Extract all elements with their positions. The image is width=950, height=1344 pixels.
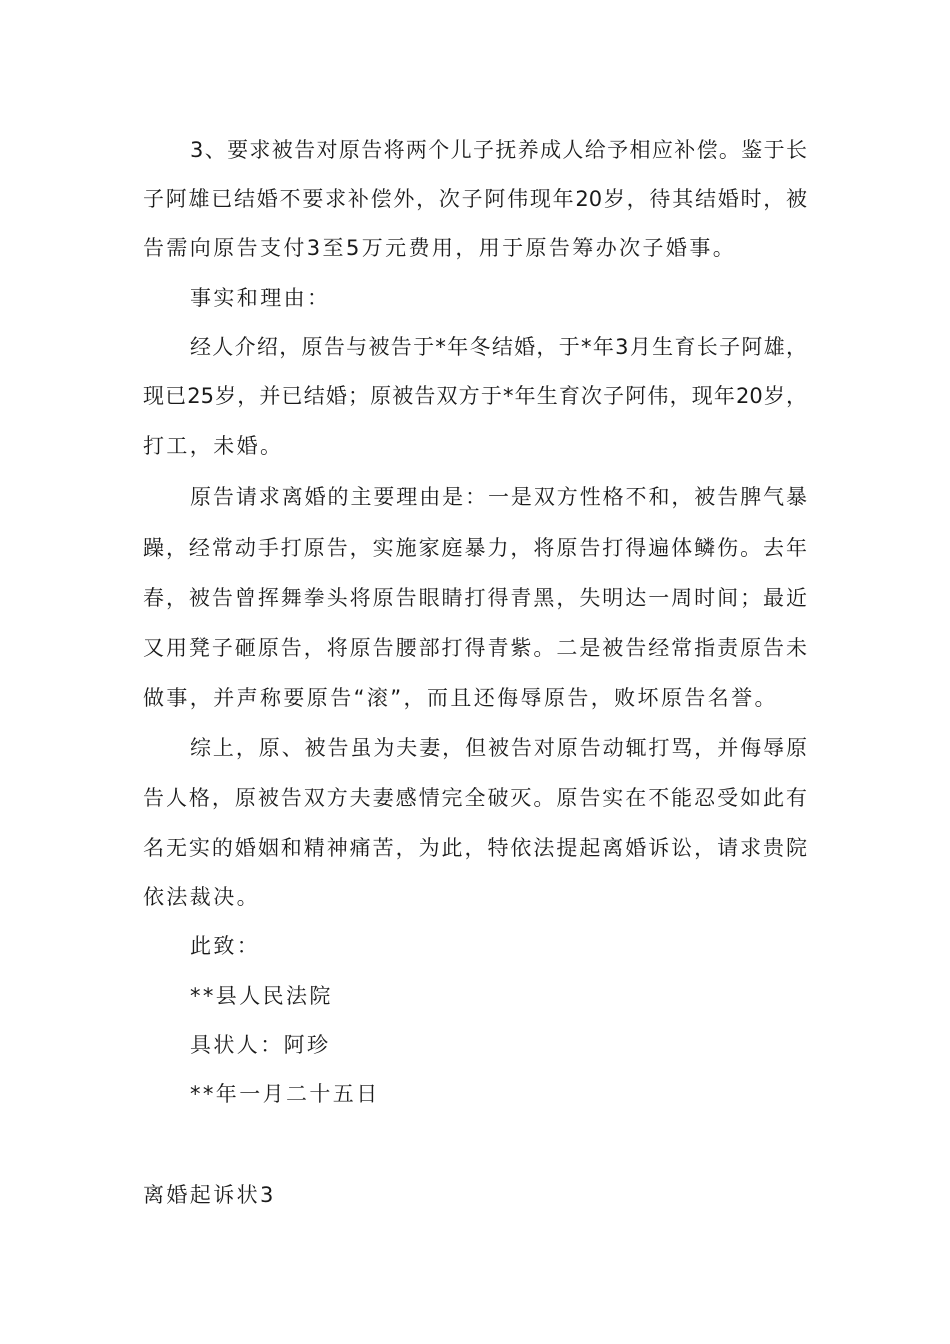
paragraph-line: 告需向原告支付3至5万元费用，用于原告筹办次子婚事。 — [143, 236, 737, 260]
paragraph-line: 经人介绍，原告与被告于*年冬结婚，于*年3月生育长子阿雄， — [190, 335, 807, 359]
paragraph-line: 打工，未婚。 — [143, 434, 284, 458]
section-title: 离婚起诉状3 — [143, 1183, 276, 1207]
paragraph-line: 告人格，原被告双方夫妻感情完全破灭。原告实在不能忍受如此有 — [143, 786, 807, 810]
paragraph-line: 又用凳子砸原告，将原告腰部打得青紫。二是被告经常指责原告未 — [143, 636, 807, 660]
paragraph-line: 现已25岁，并已结婚；原被告双方于*年生育次子阿伟，现年20岁， — [143, 384, 807, 408]
paragraph-line: 具状人：阿珍 — [190, 1033, 331, 1057]
paragraph-line: 名无实的婚姻和精神痛苦，为此，特依法提起离婚诉讼，请求贵院 — [143, 836, 807, 860]
paragraph-line: 春，被告曾挥舞拳头将原告眼睛打得青黑，失明达一周时间；最近 — [143, 586, 807, 610]
paragraph-line: 此致： — [190, 934, 261, 958]
paragraph-line: 事实和理由： — [190, 286, 331, 310]
paragraph-line: 躁，经常动手打原告，实施家庭暴力，将原告打得遍体鳞伤。去年 — [143, 536, 807, 560]
paragraph-line: 做事，并声称要原告“滚”，而且还侮辱原告，败坏原告名誉。 — [143, 686, 778, 710]
paragraph-line: 3、要求被告对原告将两个儿子抚养成人给予相应补偿。鉴于长 — [190, 138, 807, 162]
paragraph-line: **年一月二十五日 — [190, 1082, 380, 1106]
paragraph-line: 综上，原、被告虽为夫妻，但被告对原告动辄打骂，并侮辱原 — [190, 736, 807, 760]
paragraph-line: 子阿雄已结婚不要求补偿外，次子阿伟现年20岁，待其结婚时，被 — [143, 187, 807, 211]
paragraph-line: 依法裁决。 — [143, 885, 260, 909]
paragraph-line: 原告请求离婚的主要理由是：一是双方性格不和，被告脾气暴 — [190, 485, 807, 509]
paragraph-line: **县人民法院 — [190, 984, 333, 1008]
